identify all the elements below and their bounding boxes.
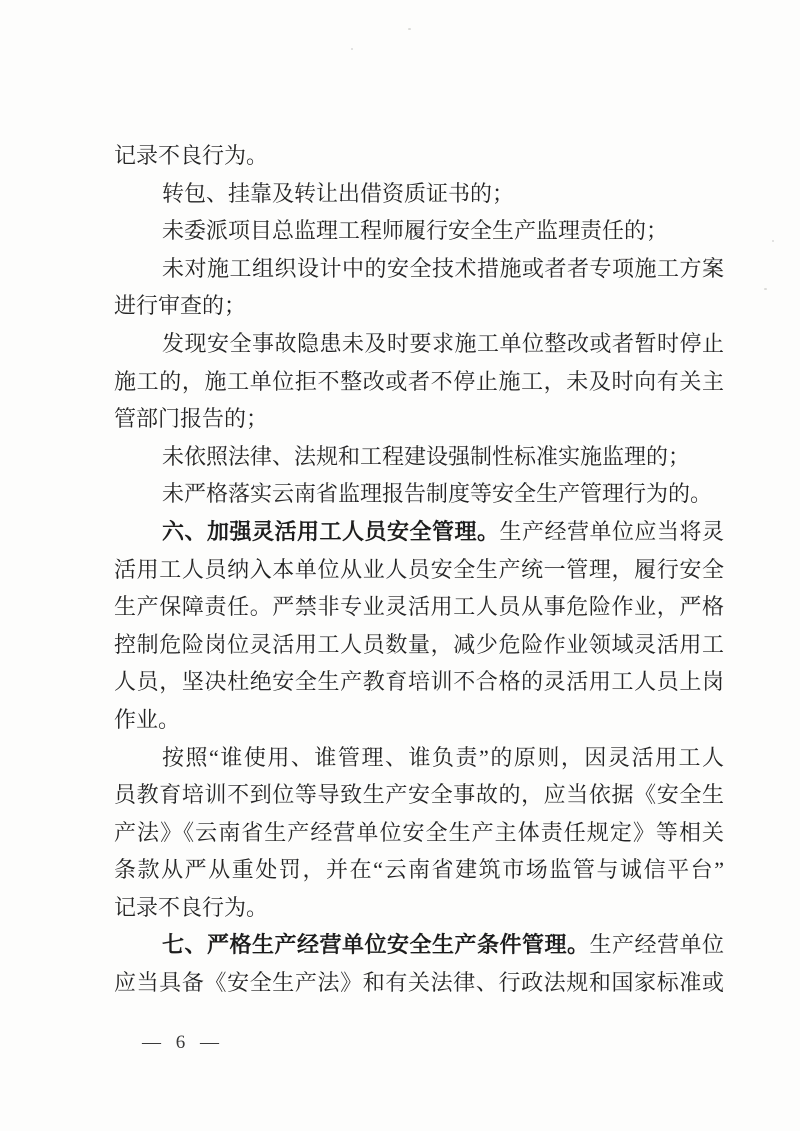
text-run: 施工的，施工单位拒不整改或者不停止施工，未及时向有关主 <box>114 368 724 394</box>
text-run: 应当具备《安全生产法》和有关法律、行政法规和国家标准或 <box>114 970 724 996</box>
text-line <box>114 438 724 476</box>
text-run: 员教育培训不到位等导致生产安全事故的，应当依据《安全生 <box>114 782 724 808</box>
text-line <box>114 513 724 551</box>
text-line <box>114 250 724 288</box>
text-run: 记录不良行为。 <box>114 894 269 920</box>
section-heading-run: 七、严格生产经营单位安全生产条件管理。 <box>162 932 590 958</box>
text-run: 生产经营单位应当将灵 <box>499 518 724 544</box>
text-line <box>114 400 724 438</box>
text-run: 未对施工组织设计中的安全技术措施或者者专项施工方案 <box>162 255 724 281</box>
text-line <box>114 701 724 739</box>
text-run: 条款从严从重处罚，并在“云南省建筑市场监管与诚信平台” <box>114 857 724 883</box>
text-line <box>114 626 724 664</box>
paragraph <box>114 513 724 739</box>
text-line <box>114 663 724 701</box>
paragraph <box>114 137 724 175</box>
text-line <box>114 325 724 363</box>
text-line <box>114 926 724 964</box>
paragraph <box>114 926 724 1001</box>
text-run: 管部门报告的； <box>114 406 269 432</box>
paragraph <box>114 475 724 513</box>
text-line <box>114 588 724 626</box>
text-line <box>114 363 724 401</box>
text-line <box>114 964 724 1002</box>
page-number: — 6 — <box>142 1032 220 1053</box>
paragraph <box>114 325 724 438</box>
text-line <box>114 475 724 513</box>
text-line <box>114 175 724 213</box>
text-run: 记录不良行为。 <box>114 143 269 168</box>
text-line <box>114 137 724 175</box>
text-line <box>114 212 724 250</box>
text-run: 未依照法律、法规和工程建设强制性标准实施监理的； <box>162 443 691 469</box>
paragraph <box>114 250 724 325</box>
paragraph <box>114 212 724 250</box>
text-run: 生产保障责任。严禁非专业灵活用工人员从事危险作业，严格 <box>114 594 724 620</box>
text-run: 未委派项目总监理工程师履行安全生产监理责任的； <box>162 218 669 244</box>
paragraph <box>114 438 724 476</box>
text-run: 人员，坚决杜绝安全生产教育培训不合格的灵活用工人员上岗 <box>114 669 724 695</box>
scan-noise-speck <box>772 240 774 242</box>
scan-noise-speck <box>408 28 411 30</box>
paragraph <box>114 175 724 213</box>
paragraph <box>114 739 724 927</box>
scan-noise-speck <box>351 48 353 50</box>
text-run: 按照“谁使用、谁管理、谁负责”的原则，因灵活用工人 <box>162 744 724 770</box>
text-line <box>114 814 724 852</box>
text-line <box>114 739 724 777</box>
text-line <box>114 776 724 814</box>
text-run: 发现安全事故隐患未及时要求施工单位整改或者暂时停止 <box>162 330 724 356</box>
text-run: 产法》《云南省生产经营单位安全生产主体责任规定》等相关 <box>114 819 724 845</box>
scan-noise-speck <box>764 288 767 290</box>
text-run: 生产经营单位 <box>589 932 724 958</box>
text-run: 转包、挂靠及转让出借资质证书的； <box>162 180 515 206</box>
text-run: 进行审查的； <box>114 293 247 319</box>
text-line <box>114 287 724 325</box>
text-run: 活用工人员纳入本单位从业人员安全生产统一管理，履行安全 <box>114 556 724 582</box>
text-block <box>114 137 724 1002</box>
text-run: 控制危险岗位灵活用工人员数量，减少危险作业领域灵活用工 <box>114 631 724 657</box>
section-heading-run: 六、加强灵活用工人员安全管理。 <box>162 518 500 544</box>
text-run: 未严格落实云南省监理报告制度等安全生产管理行为的。 <box>162 481 713 507</box>
text-run: 作业。 <box>114 706 181 732</box>
text-line <box>114 851 724 889</box>
text-line <box>114 889 724 927</box>
text-line <box>114 551 724 589</box>
